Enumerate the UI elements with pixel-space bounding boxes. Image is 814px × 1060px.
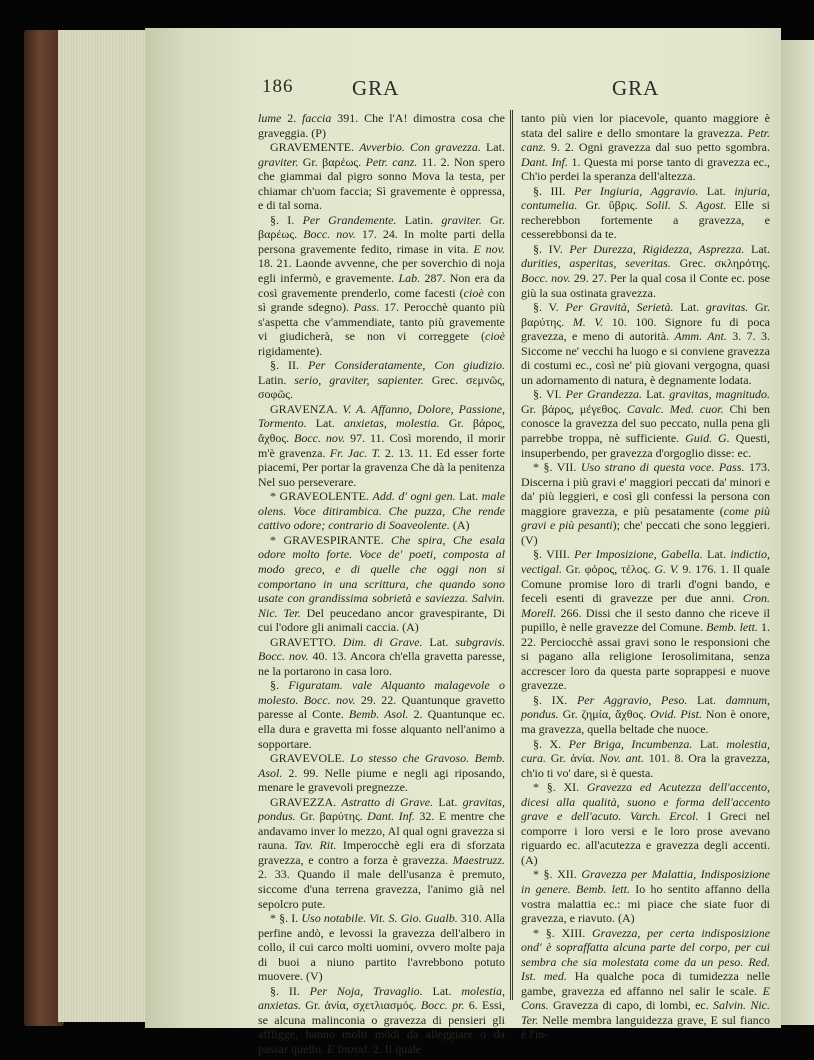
entry-text: * GRAVEOLENTE. [270,489,373,504]
italic-text: Solil. S. Agost. [645,198,727,213]
column-divider [510,110,513,1000]
italic-text: gravitas, pondus. [258,794,505,824]
entry-text: 2. [281,111,303,125]
entry-text: 6. Essi, se alcuna malinconia o gravezza di pensieri gli affligge, hanno molti modi da alleggiare o da passar quello. [258,998,505,1056]
entry-text: GRAVENZA. [270,401,343,416]
entry-text: Grec. σεμνῶς, σοφῶς. [258,372,505,402]
italic-text: gravitas, magnitudo. [669,387,771,402]
entry-text: 1. 22. Perciocchè assai gravi sono le responsioni che si pagano alla religione Ierosolimitana, senza accrescer loro da questa parte soprappesi e nuove gravezze. [521,620,770,693]
dictionary-entry [258,140,505,213]
dictionary-entry [258,533,505,635]
italic-text: male olens. Voce ditirambica. Che puzza, Che rende cattivo odore; contrario di Soaveolente. [258,489,506,533]
entry-text: 2. 13. 11. Ed esser forte piacemi, Per portar la gravenza Che dà la penitenza Nel suo perseverare. [258,445,506,489]
entry-text: Lat. [455,489,482,504]
italic-text: Cron. Morell. [521,591,770,620]
entry-text: I Greci nel comporre i loro versi e le loro prose avevano riguardo ec. all'acutezza e gravezza degli accenti. (A) [521,809,770,867]
dictionary-entry [258,984,505,1057]
dictionary-entry [521,111,770,184]
dictionary-entry [521,242,770,300]
italic-text: Tav. Rit. [294,838,337,853]
left-column [258,111,505,1057]
italic-text: Bocc. nov. [521,271,571,286]
dictionary-entry [258,635,505,679]
entry-text: 287. Non era da così gravemente prenderlo, come facesti ( [258,271,506,300]
entry-text: Gravezza di capo, di lombi, ec. [548,998,714,1013]
entry-text: Gr. βάρος, μέγεθος. [521,401,627,416]
italic-text: Astratto di Grave. [341,794,434,809]
italic-text: anxietas, molestia. [343,416,440,431]
entry-text: GRAVEZZA. [270,794,342,809]
entry-text: §. [270,678,289,693]
italic-text: Nov. ant. [599,751,644,766]
page-number: 186 [262,76,294,97]
italic-text: cioè [463,285,484,300]
dictionary-entry [521,780,770,867]
italic-text: Figuratam. vale Alquanto malagevole o molesto. Bocc. nov. [258,678,506,707]
dictionary-entry [258,489,505,533]
entry-text: Gr. ζημία, ἄχθος. [558,707,651,722]
italic-text: Per Briga, Incumbenza. [568,736,693,751]
italic-text: Per Grandezza. [565,387,643,402]
entry-text: GRAVEMENTE. [270,140,360,155]
entry-text: * §. VII. [533,460,581,475]
italic-text: Ovid. Pist. [650,707,702,722]
italic-text: faccia [302,111,332,125]
entry-text: Lat. [433,794,463,809]
italic-text: Salvin. Nic. Ter. [521,998,770,1027]
entry-text: Lat. [422,983,462,998]
entry-text: Latin. [258,372,295,387]
entry-text: Nelle membra languidezza grave, E sul fianco è l'in- [521,1012,770,1042]
italic-text: Dant. Inf. [521,154,568,169]
italic-text: graviter. [258,154,299,169]
italic-text: come più gravi e più pesanti [521,503,771,533]
entry-text: 266. Dissi che il sesto danno che riceve il pupillo, è nelle gravezze del Comune. [521,605,770,635]
italic-text: Per Noja, Travaglio. [309,983,423,998]
entry-text: (A) [449,518,470,533]
entry-text: §. X. [533,736,569,751]
entry-text: Lat. [702,547,731,562]
entry-text: Questi, insuperbendo, per gravezza d'orgoglio disse: ec. [521,431,770,460]
dictionary-entry [521,737,770,781]
entry-text: 10. 100. Signore fu di poca gravezza, e meno di autorità. [521,314,771,344]
entry-text: §. IV. [533,241,570,256]
entry-text: 11. 2. Non spero che giammai dal pigro sonno Mova la testa, per chiamar ch'uom faccia; Sì gravemente è oppressa, e di tal soma. [258,154,506,213]
entry-text: * §. XIII. [533,925,592,940]
italic-text: Per Aggravio, Peso. [576,692,688,707]
italic-text: Uso notabile. Vit. S. Gio. Gualb. [301,911,458,926]
page-edges [58,30,150,1022]
entry-text: Lat. [744,241,770,256]
entry-text: GRAVETTO. [270,634,343,649]
entry-text: 40. 13. Ancora ch'ella gravetta paresse, ne la portarono in casa loro. [258,649,506,678]
entry-text: §. V. [533,300,566,315]
italic-text: Maestruzz. [452,852,505,867]
dictionary-entry [521,926,770,1042]
entry-text: Lat. [673,300,706,315]
italic-text: Per Ingiuria, Aggravio. [574,183,699,198]
italic-text: indictio, vectigal. [521,547,771,576]
entry-text: Gr. βαρύτης. [295,809,368,824]
entry-text: Gr. φόρος, τέλος. [561,561,655,576]
italic-text: gravitas. [705,300,749,315]
dictionary-entry [258,358,505,402]
entry-text: con sì grande sdegno). [258,285,505,315]
entry-text: 2. Il quale [369,1042,422,1056]
italic-text: injuria, contumelia. [521,183,770,213]
entry-text: §. II. [270,358,308,373]
dictionary-entry [258,402,505,489]
italic-text: subgravis. Bocc. nov. [258,634,505,664]
entry-text: 1. Questa mi porse tanto di gravezza ec., Ch'io perdei la speranza dell'altezza. [521,154,770,184]
entry-text: Gr. βάρος, ἄχθος. [258,416,505,446]
italic-text: Bemb. lett. [706,620,758,635]
entry-text: 29. 27. Per la qual cosa il Conte ec. pose giù la sua ostinata gravezza. [521,271,771,300]
entry-text: * §. XII. [533,867,582,882]
italic-text: serio, graviter, sapienter. [294,372,424,387]
entry-text: Del peucedano ancor gravespirante, Di cui l'odore gli animali caccia. (A) [258,605,505,635]
dictionary-entry [258,678,505,751]
italic-text: Petr. canz. [521,125,770,155]
entry-text: 173. Discerna i più gravi e' maggiori peccati da' minori e da' più leggieri, e così gli confessi la persona con maggiore gravezza, e più pesatamente ( [521,460,770,518]
italic-text: damnum, pondus. [521,692,770,722]
left-running-head: GRA [352,76,400,100]
entry-text: ); che' peccati che sono leggieri. (V) [521,518,770,547]
italic-text: durities, asperitas, severitas. [521,256,671,271]
entry-text: Lat. [480,140,505,155]
entry-text: 18. 21. Laonde avvenne, che per soverchio di noja egli infermò, e gravemente. [258,256,505,286]
entry-text: 310. Alla perfine andò, e levossi la gravezza dell'albero in collo, il cui carco molti uomini, ovvero molte paja di buoi a niuno partito l'avrebbono potuto muovere. (V) [258,911,506,984]
entry-text: 29. 22. Quantunque gravetto paresse al Conte. [258,692,506,722]
italic-text: Petr. canz. [365,154,418,169]
dictionary-entry [258,911,505,984]
entry-text: Gr. βαρύτης. [521,300,770,329]
entry-text: * GRAVESPIRANTE. [270,532,392,547]
entry-text: 2. 33. Quando il male dell'usanza è premuto, siccome d'una terrena gravezza, l'animo già nel sepolcro pute. [258,867,505,911]
italic-text: E Introd. [326,1042,370,1056]
italic-text: Bocc. nov. [303,227,356,242]
entry-text: §. VI. [533,387,566,402]
italic-text: Gravezza, per certa indisposizione ond' è sopraffatta alcuna parte del corpo, per cui sembra che sia molestata come da un peso. Red. Ist. med. [521,925,770,984]
dictionary-entry [521,300,770,387]
entry-text: rigidamente). [258,343,323,358]
entry-text: Lat. [306,416,344,431]
dictionary-entry [521,693,770,737]
entry-text: §. IX. [533,692,577,707]
entry-text: * §. XI. [533,780,587,795]
right-column [521,111,770,1042]
entry-text: §. III. [533,183,575,198]
entry-text: 2. Quantunque ec. ella dura e gravetta mi fosse alquanto nell'animo a sopportare. [258,707,505,751]
entry-text: Lat. [687,692,726,707]
entry-text: Lat. [422,634,456,649]
italic-text: Che spira, Che esala odore molto forte. Voce de' poeti, composta al modo greco, e di quelle che oggi non si comportano in una scrittura, che quando sono usate con grandissima sobrietà e saviezza. Salvin. Nic. Ter. [258,532,506,620]
dictionary-entry [521,460,770,547]
next-page-edge [781,40,814,1025]
italic-text: Lab. [398,271,421,286]
italic-text: Fr. Jac. T. [329,445,381,460]
italic-text: Avverbio. Con gravezza. [359,140,481,155]
right-running-head: GRA [612,76,660,100]
italic-text: Dim. di Grave. [342,634,423,649]
entry-text: 17. 24. In molte parti della persona gravemente fedito, rimase in vita. [258,227,505,256]
italic-text: Cavalc. Med. cuor. [626,401,724,416]
dictionary-entry [258,795,505,911]
italic-text: E nov. [473,241,506,256]
italic-text: Uso strano di questa voce. Pass. [580,460,745,475]
entry-text: Gr. βαρέως. [258,212,505,242]
entry-text: Gr. ὕβρις. [577,198,646,213]
italic-text: molestia, anxietas. [258,983,505,1013]
dictionary-entry [258,751,505,795]
entry-text: §. II. [270,983,310,998]
italic-text: G. V. [654,561,679,576]
entry-text: 2. 99. Nelle piume e negli agi riposando, menare le gravevoli pregnezze. [258,765,505,795]
entry-text: Elle si recherebbon fortemente a gravezza, e cesserebbonsi da te. [521,198,770,242]
dictionary-entry [258,111,505,140]
dictionary-entry [521,867,770,925]
entry-text: 32. E mentre che andavamo inver lo mezzo, Al qual ogni gravezza si rauna. [258,809,505,853]
italic-text: Gravezza ed Acutezza dell'accento, dicesi alla qualità, suono e forma dell'accento grave e dell'acuto. Varch. Ercol. [521,780,770,824]
entry-text: Gr. βαρέως. [298,154,366,169]
entry-text: 391. Che l'A! dimostra cosa che graveggia. (P) [258,111,505,140]
entry-text: Gr. ἀνία, σχετλιασμός. [301,998,421,1013]
italic-text: Per Consideratamente, Con giudizio. [308,358,505,373]
entry-text: Ha qualche poca di tumidezza nelle gambe, gravezza ed affanno nel salir le scale. [521,969,771,998]
italic-text: Guid. G. [685,431,730,446]
entry-text: Lat. [642,387,670,402]
entry-text: §. VIII. [533,547,575,562]
italic-text: Amm. Ant. [674,329,727,344]
entry-text: Grec. σκληρότης. [670,256,771,271]
entry-text: Non è onore, ma gravezza, quella beltade che nuoce. [521,707,770,736]
entry-text: Gr. ἀνία. [546,751,600,766]
italic-text: Bocc. nov. [293,431,346,446]
entry-text: * §. I. [270,911,302,926]
italic-text: Add. d' ogni gen. [372,489,456,504]
italic-text: Per Imposizione, Gabella. [574,547,703,562]
dictionary-entry [521,387,770,460]
italic-text: M. V. [572,314,604,329]
italic-text: Lo stesso che Gravoso. Bemb. Asol. [258,751,505,780]
entry-text: 9. 2. Ogni gravezza dal suo petto sgombra. [546,140,770,155]
italic-text: Gravezza per Malattia, Indisposizione in genere. Bemb. lett. [521,867,770,896]
italic-text: Pass. [353,300,380,315]
italic-text: E Cons. [521,983,770,1013]
italic-text: Per Gravità, Serietà. [565,300,674,315]
dictionary-entry [521,184,770,242]
entry-text: Lat. [692,736,727,751]
entry-text: 17. Perocchè quanto più s'aspetta che v'ammendiate, tanto più gravemente vi giudicherà, se non vi correggete ( [258,300,505,344]
italic-text: lume [258,111,282,125]
entry-text: 97. 11. Così morendo, il morir m'è gravenza. [258,431,505,460]
italic-text: Dant. Inf. [367,809,415,824]
dictionary-entry [258,213,505,358]
italic-text: cioè [485,329,505,344]
italic-text: V. A. Affanno, Dolore, Passione, Tormento. [258,401,505,431]
italic-text: graviter. [441,212,482,227]
italic-text: Bocc. pr. [420,998,465,1013]
entry-text: 101. 8. Ora la gravezza, ch'io ti vo' dare, si è questa. [521,751,770,780]
italic-text: Per Grandemente. [302,212,397,227]
entry-text: 9. 176. 1. Il quale Comune promise loro di trarli d'ogni bando, e feceli esenti di gravezze per due anni. [521,561,770,606]
entry-text: tanto più vien lor piacevole, quanto maggiore è stata del salire e dello smontare la gravezza. [521,111,770,140]
entry-text: Imperocchè egli era di sforzata gravezza, e contro a forza è gravezza. [258,838,505,867]
entry-text: GRAVEVOLE. [270,751,351,766]
italic-text: molestia, cura. [521,736,770,766]
entry-text: Latin. [396,212,442,227]
entry-text: Chi ben conosce la gravezza del suo peccato, nulla pena gli parrebbe troppa, nè sufficiente. [521,401,770,446]
italic-text: Bemb. Asol. [348,707,409,722]
entry-text: Lat. [698,183,735,198]
entry-text: 3. 7. 3. Siccome ne' vecchi ha luogo e si conviene gravezza di costumi ec., così ne' più giovani vergogna, quasi un adornamento di natura, è degnamente lodata. [521,329,771,387]
dictionary-entry [521,547,770,692]
italic-text: Per Durezza, Rigidezza, Asprezza. [569,241,745,256]
entry-text: Io ho sentito affanno della vostra malattia ec.: mi piace che siate fuor di gravezza, e riavuto. (A) [521,881,770,926]
entry-text: §. I. [270,212,303,227]
